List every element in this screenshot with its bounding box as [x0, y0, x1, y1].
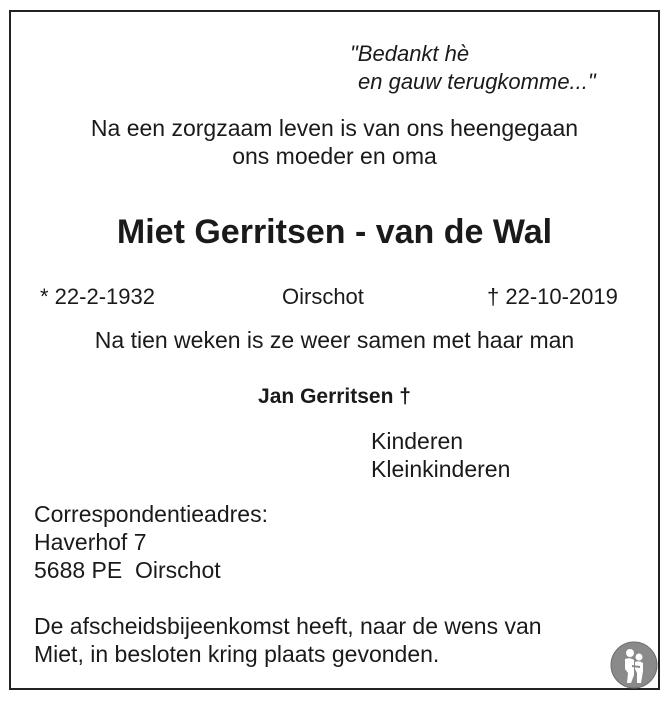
correspondence-city: 5688 PE Oirschot [34, 557, 221, 583]
place-of-residence: Oirschot [282, 284, 364, 309]
death-date: † 22-10-2019 [487, 284, 618, 309]
intro-line-1: Na een zorgzaam leven is van ons heengegaan [90, 115, 579, 141]
correspondence-label: Correspondentieadres: [34, 501, 268, 527]
reunion-text: Na tien weken is ze weer samen met haar man [94, 327, 575, 353]
intro-line-2: ons moeder en oma [232, 143, 437, 169]
deceased-name: Miet Gerritsen - van de Wal [116, 213, 553, 251]
birth-date: * 22-2-1932 [40, 284, 155, 309]
closing-line-1: De afscheidsbijeenkomst heeft, naar de wens van [34, 613, 542, 639]
husband-name: Jan Gerritsen † [258, 385, 411, 408]
family-grandchildren: Kleinkinderen [371, 456, 511, 482]
correspondence-street: Haverhof 7 [34, 529, 147, 555]
closing-line-2: Miet, in besloten kring plaats gevonden. [34, 641, 440, 667]
motto-line-2: en gauw terugkomme..." [358, 69, 596, 94]
family-children: Kinderen [371, 428, 464, 454]
memorial-logo-icon [610, 641, 658, 689]
motto-line-1: "Bedankt hè [350, 41, 470, 66]
